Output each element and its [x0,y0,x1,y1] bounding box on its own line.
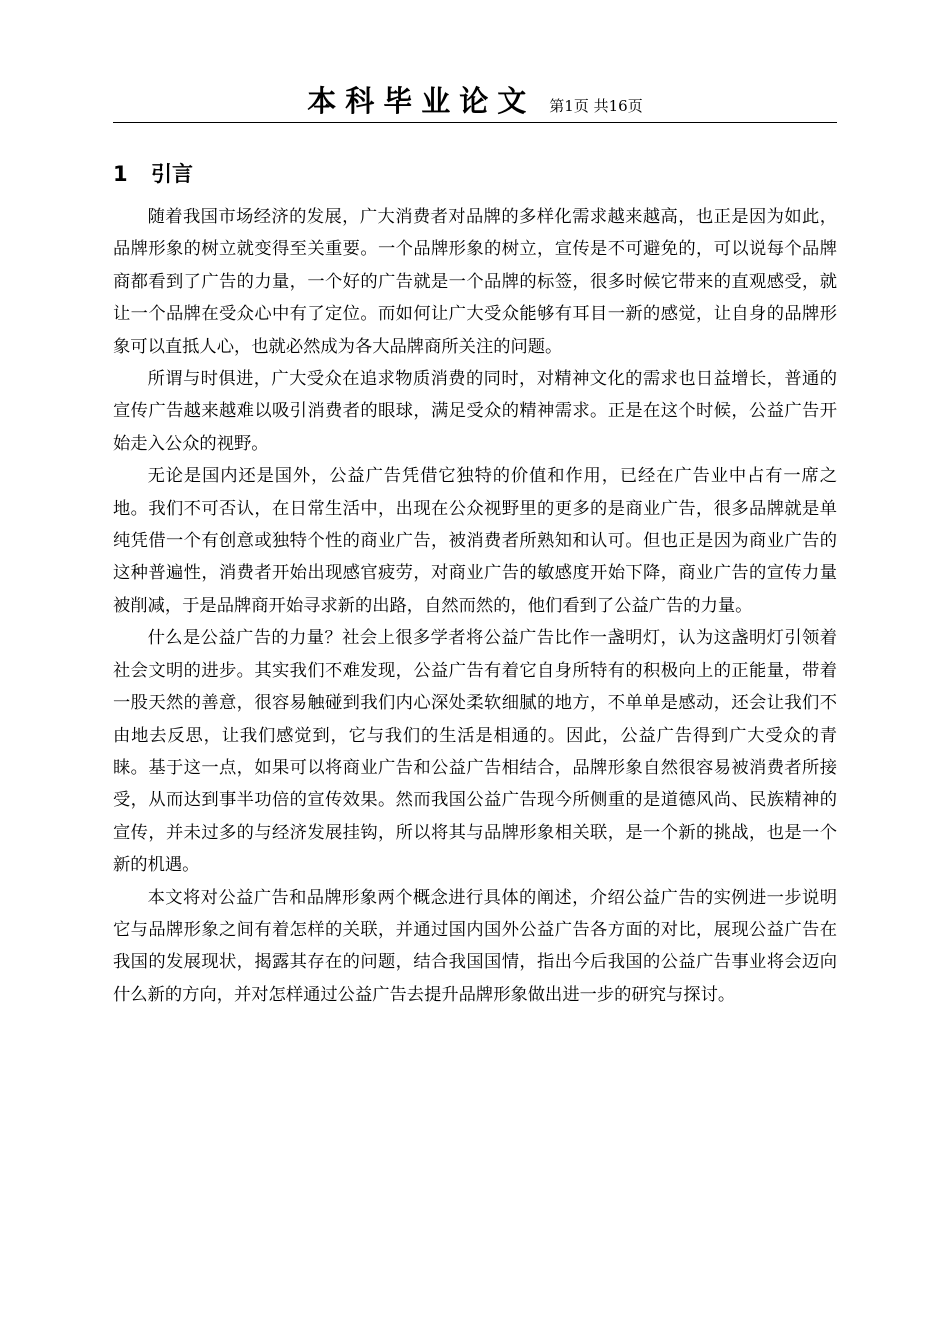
section-heading [113,159,837,189]
body-paragraph: 什么是公益广告的力量？社会上很多学者将公益广告比作一盏明灯，认为这盏明灯引领着社会文明的进步。其实我们不难发现，公益广告有着它自身所特有的积极向上的正能量，带着一股天然的善意，很容易触碰到我们内心深处柔软细腻的地方，不单单是感动，还会让我们不由地去反思，让我们感觉到，它与我们的生活是相通的。因此，公益广告得到广大受众的青睐。基于这一点，如果可以将商业广告和公益广告相结合，品牌形象自然很容易被消费者所接受，从而达到事半功倍的宣传效果。然而我国公益广告现今所侧重的是道德风尚、民族精神的宣传，并未过多的与经济发展挂钩，所以将其与品牌形象相关联，是一个新的挑战，也是一个新的机遇。 [113,628,837,876]
body-paragraph: 本文将对公益广告和品牌形象两个概念进行具体的阐述，介绍公益广告的实例进一步说明它与品牌形象之间有着怎样的关联，并通过国内国外公益广告各方面的对比，展现公益广告在我国的发展现状，揭露其存在的问题，结合我国国情，指出今后我国的公益广告事业将会迈向什么新的方向，并对怎样通过公益广告去提升品牌形象做出进一步的研究与探讨。 [113,887,837,1005]
thesis-type-title: 本科毕业论文 [307,84,536,118]
page-indicator: 第1页 共16页 [549,97,643,115]
section-title-text: 引言 [151,162,193,186]
body-paragraph: 所谓与时俱进，广大受众在追求物质消费的同时，对精神文化的需求也日益增长，普通的宣传广告越来越难以吸引消费者的眼球，满足受众的精神需求。正是在这个时候，公益广告开始走入公众的视野。 [113,369,837,454]
page-header-content [113,79,837,120]
document-page [113,82,837,1011]
body-paragraph: 无论是国内还是国外，公益广告凭借它独特的价值和作用，已经在广告业中占有一席之地。我们不可否认，在日常生活中，出现在公众视野里的更多的是商业广告，很多品牌就是单纯凭借一个有创意或独特个性的商业广告，被消费者所熟知和认可。但也正是因为商业广告的这种普遍性，消费者开始出现感官疲劳，对商业广告的敏感度开始下降，商业广告的宣传力量被削减，于是品牌商开始寻求新的出路，自然而然的，他们看到了公益广告的力量。 [113,466,837,616]
body-paragraph: 随着我国市场经济的发展，广大消费者对品牌的多样化需求越来越高，也正是因为如此，品牌形象的树立就变得至关重要。一个品牌形象的树立，宣传是不可避免的，可以说每个品牌商都看到了广告的力量，一个好的广告就是一个品牌的标签，很多时候它带来的直观感受，就让一个品牌在受众心中有了定位。而如何让广大受众能够有耳目一新的感觉，让自身的品牌形象可以直抵人心，也就必然成为各大品牌商所关注的问题。 [113,207,837,357]
section-body [113,201,837,1011]
section-number: 1 [113,162,128,186]
page-header [113,82,837,123]
